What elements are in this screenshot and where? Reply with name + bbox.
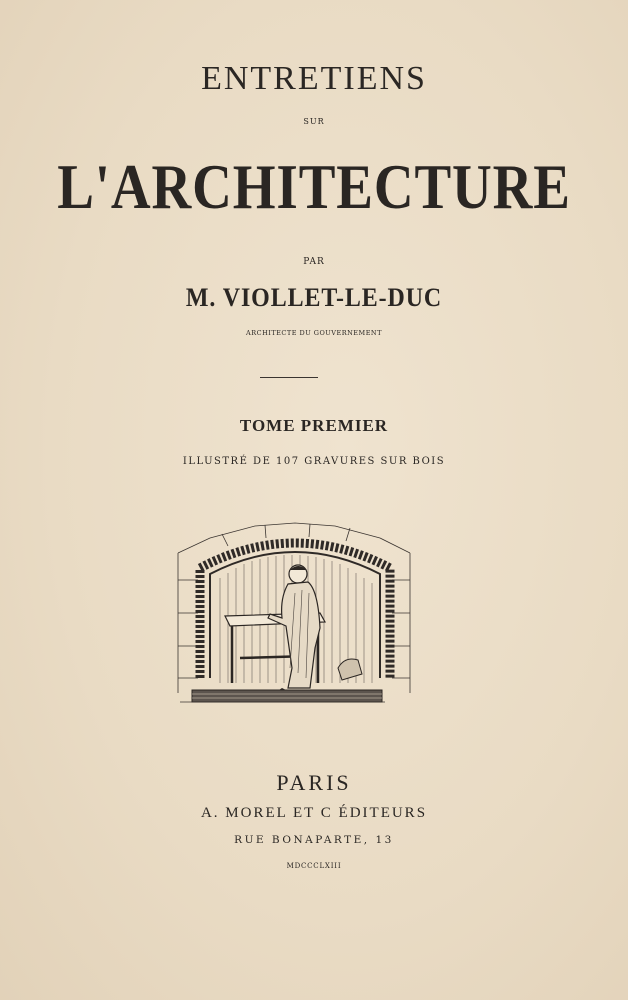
illustrations-note: ILLUSTRÉ DE 107 GRAVURES SUR BOIS [182,456,446,467]
imprint-city: PARIS [276,770,352,795]
author-name: M. VIOLLET-LE-DUC [185,283,443,312]
title-line-1: ENTRETIENS [201,60,427,97]
imprint-publisher: A. MOREL ET C ÉDITEURS [200,805,428,821]
volume-label: TOME PREMIER [239,416,389,435]
engraving-scribe-at-desk-icon [170,518,420,718]
author-title: ARCHITECTE DU GOUVERNEMENT [246,329,382,337]
by-label: PAR [303,257,325,267]
title-connector: SUR [303,117,325,126]
imprint-year: MDCCCLXIII [286,862,342,870]
divider-rule [260,377,318,378]
imprint-address: RUE BONAPARTE, 13 [234,834,394,846]
main-title: L'ARCHITECTURE [57,151,571,222]
